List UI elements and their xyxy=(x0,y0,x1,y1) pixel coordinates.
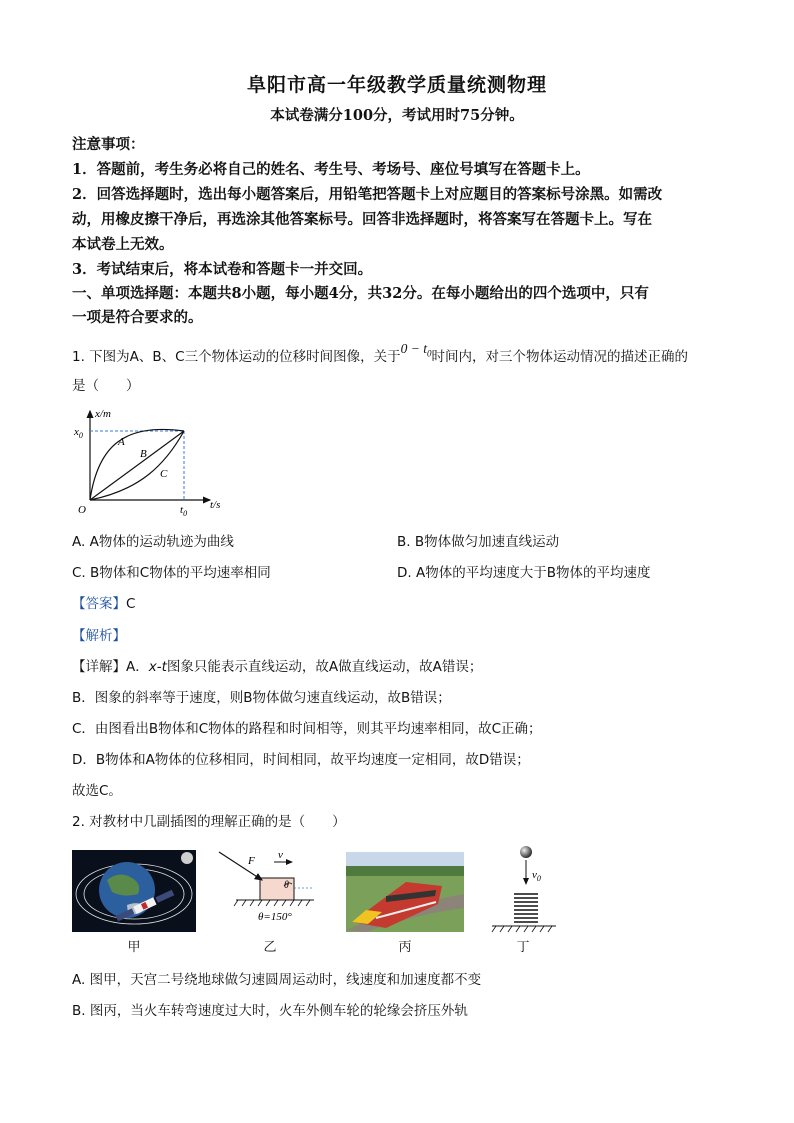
curve-b-label: B xyxy=(140,448,147,460)
curve-b xyxy=(90,431,184,500)
analysis-tag: 【解析】 xyxy=(72,628,126,644)
detail-line-5: 故选C。 xyxy=(72,783,122,799)
q1-answer xyxy=(72,592,135,612)
q1-option-c: C. B物体和C物体的平均速率相同 xyxy=(72,565,271,581)
notes-heading: 注意事项： xyxy=(72,136,145,153)
detail-line-1 xyxy=(72,655,482,675)
q2-option-b: B. 图丙，当火车转弯速度过大时，火车外侧车轮的轮缘会挤压外轨 xyxy=(72,1003,468,1019)
section-heading-2: 一项是符合要求的。 xyxy=(72,309,203,326)
page-title: 阜阳市高一年级教学质量统测物理 xyxy=(246,74,547,96)
fig-yi-angle-value: θ=150° xyxy=(258,911,292,923)
note-2b: 动，用橡皮擦干净后，再选涂其他答案标号。回答非选择题时，将答案写在答题卡上。写在 xyxy=(72,211,652,228)
fig-yi-force-label: F xyxy=(248,855,255,867)
caption-jia: 甲 xyxy=(127,940,141,955)
q2-option-a: A. 图甲，天宫二号绕地球做匀速圆周运动时，线速度和加速度都不变 xyxy=(72,972,482,988)
q1-stem-end: 是（ ） xyxy=(72,378,140,394)
note-3: 3．考试结束后，将本试卷和答题卡一并交回。 xyxy=(72,261,373,278)
t0-label: $t_0$ xyxy=(180,504,188,518)
x0-label: $x_0$ xyxy=(74,426,83,440)
curve-a-label: A xyxy=(118,436,125,448)
fig-jia-space-station xyxy=(72,850,196,932)
note-1: 1．答题前，考生务必将自己的姓名、考生号、考场号、座位号填写在答题卡上。 xyxy=(72,161,590,178)
q1-xt-graph xyxy=(70,405,240,520)
detail-tag: 【详解】 xyxy=(72,659,126,675)
origin-label: O xyxy=(78,504,86,516)
detail-line-2: B．图象的斜率等于速度，则B物体做匀速直线运动，故B错误； xyxy=(72,690,451,706)
detail-line-3: C．由图看出B物体和C物体的路程和时间相等，则其平均速率相同，故C正确； xyxy=(72,721,542,737)
detail-1-xt: x-t xyxy=(148,659,167,675)
q1-stem-range-text: 0 − t xyxy=(400,341,427,356)
caption-bing: 丙 xyxy=(398,940,412,955)
fig-ding-v0-label: $v_0$ xyxy=(532,869,541,883)
q1-stem-part-a: 1. 下图为A、B、C三个物体运动的位移时间图像，关于 xyxy=(72,349,401,365)
q1-stem xyxy=(72,341,722,367)
fig-yi-velocity-label: v xyxy=(278,849,283,861)
caption-yi: 乙 xyxy=(263,940,277,955)
fig-yi-block-force xyxy=(214,848,324,928)
note-2a: 2．回答选择题时，选出每小题答案后，用铅笔把答题卡上对应题目的答案标号涂黑。如需改 xyxy=(72,186,663,203)
q1-stem-part-b: 时间内，对三个物体运动情况的描述正确的 xyxy=(431,349,688,365)
answer-tag: 【答案】 xyxy=(72,596,126,612)
answer-value: C xyxy=(126,596,136,612)
curve-c-label: C xyxy=(160,468,168,480)
detail-1-prefix: A． xyxy=(126,659,149,675)
y-axis-label: x/m xyxy=(95,408,111,420)
fig-bing-train xyxy=(346,852,464,932)
q2-stem: 2. 对教材中几副插图的理解正确的是（ ） xyxy=(72,814,346,830)
note-2c: 本试卷上无效。 xyxy=(72,236,174,253)
caption-ding: 丁 xyxy=(516,940,530,955)
q1-option-d: D. A物体的平均速度大于B物体的平均速度 xyxy=(397,565,651,581)
fig-yi-angle-label: θ xyxy=(284,880,289,891)
q1-stem-range-sub: 0 xyxy=(426,348,432,359)
section-heading-1: 一、单项选择题：本题共8小题，每小题4分，共32分。在每小题给出的四个选项中，只有 xyxy=(72,285,649,302)
page-subtitle: 本试卷满分100分，考试用时75分钟。 xyxy=(270,107,524,124)
x-axis-label: t/s xyxy=(210,499,221,511)
detail-1-text: 图象只能表示直线运动，故A做直线运动，故A错误； xyxy=(166,659,483,675)
fig-ding-ball-spring xyxy=(488,842,558,934)
q1-option-a: A. A物体的运动轨迹为曲线 xyxy=(72,534,234,550)
detail-line-4: D．B物体和A物体的位移相同，时间相同，故平均速度一定相同，故D错误； xyxy=(72,752,530,768)
q1-option-b: B. B物体做匀加速直线运动 xyxy=(397,534,560,550)
q1-stem-range xyxy=(400,341,432,359)
